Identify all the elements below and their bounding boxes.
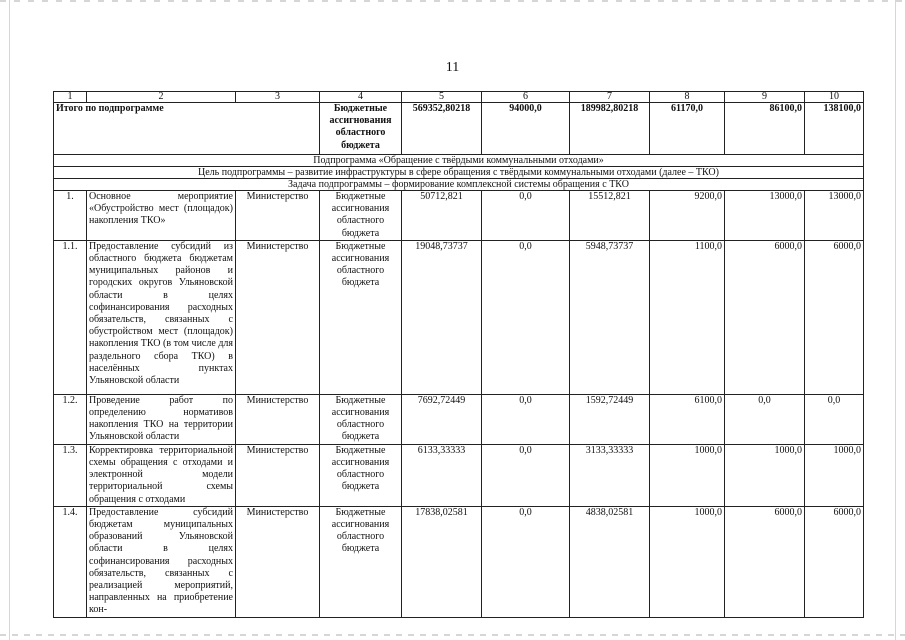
amount-year: 0,0 <box>725 394 805 444</box>
scan-edge-left <box>9 0 10 640</box>
amount-year: 6000,0 <box>725 506 805 617</box>
amount-year: 5948,73737 <box>570 240 650 394</box>
subprogram-goal-row <box>54 167 864 179</box>
executor: Министерство <box>236 444 320 506</box>
amount-year: 6000,0 <box>725 240 805 394</box>
subprogram-task: Задача подпрограммы – формирование комплексной системы обращения с ТКО <box>54 179 864 191</box>
column-number: 9 <box>725 92 805 103</box>
total-label: Итого по подпрограмме <box>54 103 320 155</box>
measure-name: Корректировка территориальной схемы обращения с отходами и электронной модели территориальной схемы обращения с отходами <box>87 444 236 506</box>
subprogram-title-row <box>54 155 864 167</box>
funding-source: Бюджетные ассигнования областного бюджета <box>320 444 402 506</box>
amount-year: 13000,0 <box>725 191 805 241</box>
executor: Министерство <box>236 394 320 444</box>
table-row <box>54 394 864 444</box>
amount-total: 6133,33333 <box>402 444 482 506</box>
amount-year: 1100,0 <box>650 240 725 394</box>
column-number-row <box>54 92 864 103</box>
total-value: 189982,80218 <box>570 103 650 155</box>
column-number: 10 <box>805 92 864 103</box>
amount-year: 4838,02581 <box>570 506 650 617</box>
row-number: 1.4. <box>54 506 87 617</box>
total-value: 61170,0 <box>650 103 725 155</box>
column-number: 3 <box>236 92 320 103</box>
column-number: 7 <box>570 92 650 103</box>
measure-name: Предоставление субсидий из областного бюджета бюджетам муниципальных районов и городских округов Ульяновской области в целях софинансирования расходных обязательств, связанных с обустройством мест (площадок) накопления ТКО (в том числе для раздельного сбора ТКО) в населённых пунктах Ульяновской области <box>87 240 236 394</box>
amount-total: 7692,72449 <box>402 394 482 444</box>
total-value: 138100,0 <box>805 103 864 155</box>
funding-source: Бюджетные ассигнования областного бюджета <box>320 240 402 394</box>
amount-year: 1000,0 <box>725 444 805 506</box>
measure-name: Предоставление субсидий бюджетам муниципальных образований Ульяновской области в целях софинансирования расходных обязательств, связанных с реализацией мероприятий, направленных на приобретение кон- <box>87 506 236 617</box>
amount-year: 6100,0 <box>650 394 725 444</box>
row-number: 1. <box>54 191 87 241</box>
amount-year: 0,0 <box>805 394 864 444</box>
amount-year: 3133,33333 <box>570 444 650 506</box>
amount-year: 0,0 <box>482 394 570 444</box>
subprogram-goal: Цель подпрограммы – развитие инфраструктуры в сфере обращения с твёрдыми коммунальными отходами (далее – ТКО) <box>54 167 864 179</box>
column-number: 5 <box>402 92 482 103</box>
funding-source: Бюджетные ассигнования областного бюджета <box>320 191 402 241</box>
executor: Министерство <box>236 240 320 394</box>
column-number: 4 <box>320 92 402 103</box>
total-row <box>54 103 864 155</box>
measure-name: Основное мероприятие «Обустройство мест (площадок) накопления ТКО» <box>87 191 236 241</box>
amount-year: 6000,0 <box>805 506 864 617</box>
row-number: 1.3. <box>54 444 87 506</box>
funding-source: Бюджетные ассигнования областного бюджета <box>320 394 402 444</box>
amount-year: 13000,0 <box>805 191 864 241</box>
column-number: 6 <box>482 92 570 103</box>
amount-year: 1592,72449 <box>570 394 650 444</box>
amount-year: 1000,0 <box>805 444 864 506</box>
scan-edge-top <box>0 0 905 2</box>
table-row <box>54 444 864 506</box>
column-number: 2 <box>87 92 236 103</box>
amount-total: 19048,73737 <box>402 240 482 394</box>
amount-total: 50712,821 <box>402 191 482 241</box>
row-number: 1.2. <box>54 394 87 444</box>
amount-total: 17838,02581 <box>402 506 482 617</box>
amount-year: 0,0 <box>482 444 570 506</box>
subprogram-title: Подпрограмма «Обращение с твёрдыми коммунальными отходами» <box>54 155 864 167</box>
table-row <box>54 240 864 394</box>
total-source: Бюджетные ассигнования областного бюджета <box>320 103 402 155</box>
amount-year: 9200,0 <box>650 191 725 241</box>
amount-year: 15512,821 <box>570 191 650 241</box>
total-value: 569352,80218 <box>402 103 482 155</box>
measure-name: Проведение работ по определению нормативов накопления ТКО на территории Ульяновской области <box>87 394 236 444</box>
amount-year: 6000,0 <box>805 240 864 394</box>
total-value: 86100,0 <box>725 103 805 155</box>
column-number: 1 <box>54 92 87 103</box>
row-number: 1.1. <box>54 240 87 394</box>
amount-year: 1000,0 <box>650 444 725 506</box>
total-value: 94000,0 <box>482 103 570 155</box>
funding-source: Бюджетные ассигнования областного бюджета <box>320 506 402 617</box>
amount-year: 0,0 <box>482 191 570 241</box>
amount-year: 1000,0 <box>650 506 725 617</box>
amount-year: 0,0 <box>482 240 570 394</box>
table-row <box>54 506 864 617</box>
table-row <box>54 191 864 241</box>
executor: Министерство <box>236 506 320 617</box>
budget-table <box>53 91 864 618</box>
scan-edge-bottom <box>0 634 905 636</box>
column-number: 8 <box>650 92 725 103</box>
scan-edge-right <box>895 0 896 640</box>
amount-year: 0,0 <box>482 506 570 617</box>
subprogram-task-row <box>54 179 864 191</box>
page-number: 11 <box>445 60 460 75</box>
executor: Министерство <box>236 191 320 241</box>
